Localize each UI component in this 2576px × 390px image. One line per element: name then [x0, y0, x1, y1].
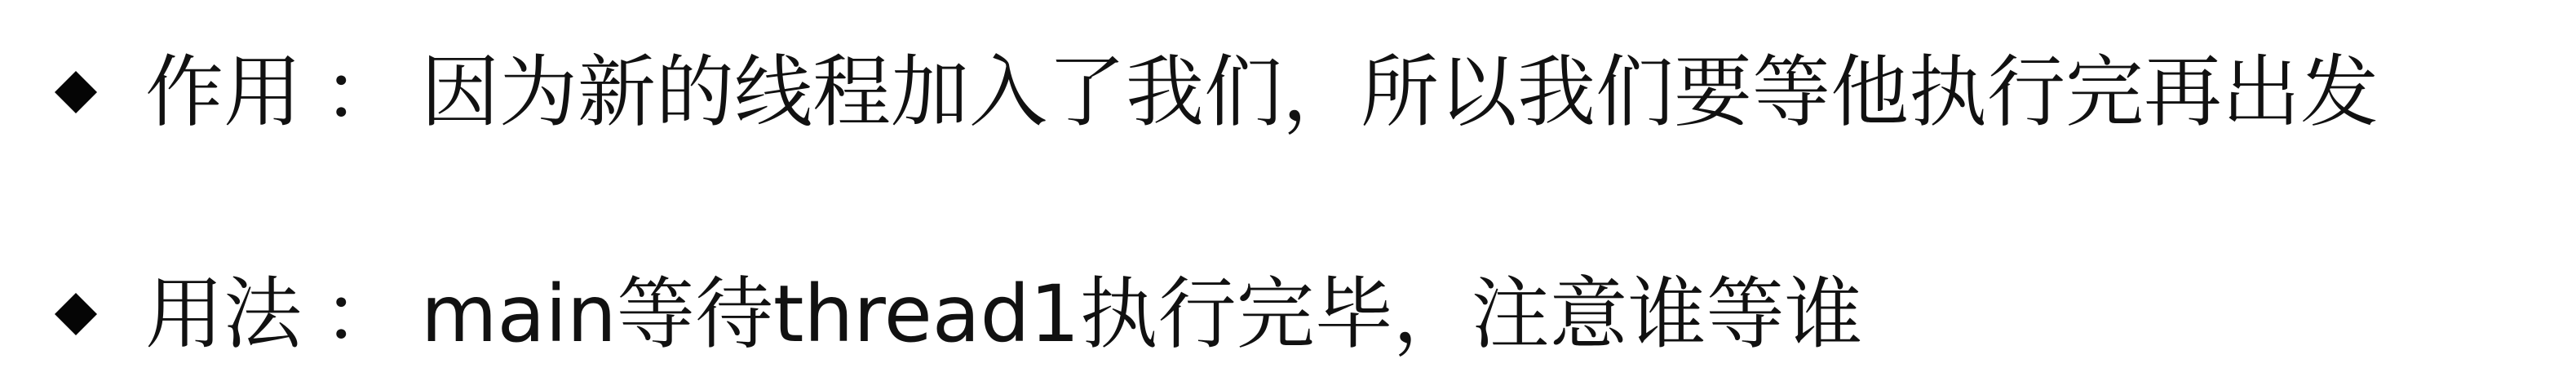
purpose-separator: ：	[323, 47, 401, 138]
bullet-item-purpose	[51, 47, 2379, 137]
purpose-text: 因为新的线程加入了我们，所以我们要等他执行完再出发	[421, 47, 2379, 138]
diamond-bullet-icon	[51, 289, 101, 339]
purpose-label: 作用	[145, 47, 302, 138]
usage-label: 用法	[145, 268, 302, 360]
usage-separator: ：	[323, 268, 401, 360]
bullet-item-usage	[51, 269, 1863, 359]
usage-text: main等待thread1执行完毕，注意谁等谁	[421, 268, 1863, 360]
diamond-bullet-icon	[51, 67, 101, 117]
